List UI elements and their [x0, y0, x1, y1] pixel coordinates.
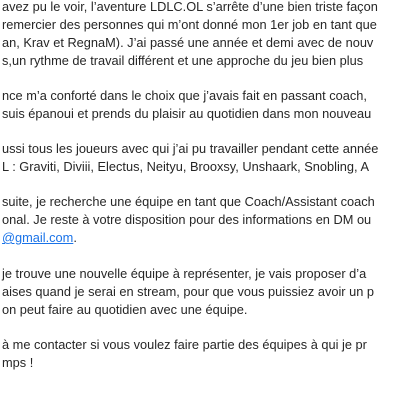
- text-line: aises quand je serai en stream, pour que vous puissiez avoir un p: [2, 284, 375, 299]
- text-line: L : Graviti, Diviii, Electus, Neityu, Brooxsy, Unshaark, Snobling, A: [2, 159, 369, 174]
- email-trailing: .: [73, 230, 77, 245]
- text-line: ussi tous les joueurs avec qui j’ai pu travailler pendant cette année: [2, 141, 379, 156]
- text-line: avez pu le voir, l’aventure LDLC.OL s’arrête d’une bien triste façon: [2, 0, 378, 14]
- text-line: mps !: [2, 355, 34, 370]
- text-line: nce m’a conforté dans le choix que j’avais fait en passant coach,: [2, 88, 367, 103]
- text-line: suite, je recherche une équipe en tant que Coach/Assistant coach: [2, 194, 375, 209]
- text-line: an, Krav et RegnaM). J’ai passé une année et demi avec de nouv: [2, 35, 374, 50]
- text-line: remercier des personnes qui m’ont donné mon 1er job en tant que: [2, 17, 377, 32]
- text-line: suis épanoui et prends du plaisir au quotidien dans mon nouveau: [2, 106, 372, 121]
- email-line: [2, 230, 77, 246]
- email-link[interactable]: @gmail.com: [2, 230, 74, 245]
- text-line: s,un rythme de travail différent et une approche du jeu bien plus: [2, 53, 364, 68]
- text-line: on peut faire au quotidien avec une équipe.: [2, 302, 248, 317]
- text-line: onal. Je reste à votre disposition pour des informations en DM ou: [2, 212, 372, 227]
- text-line: je trouve une nouvelle équipe à représenter, je vais proposer d’a: [2, 266, 367, 281]
- text-line: à me contacter si vous voulez faire partie des équipes à qui je pr: [2, 337, 367, 352]
